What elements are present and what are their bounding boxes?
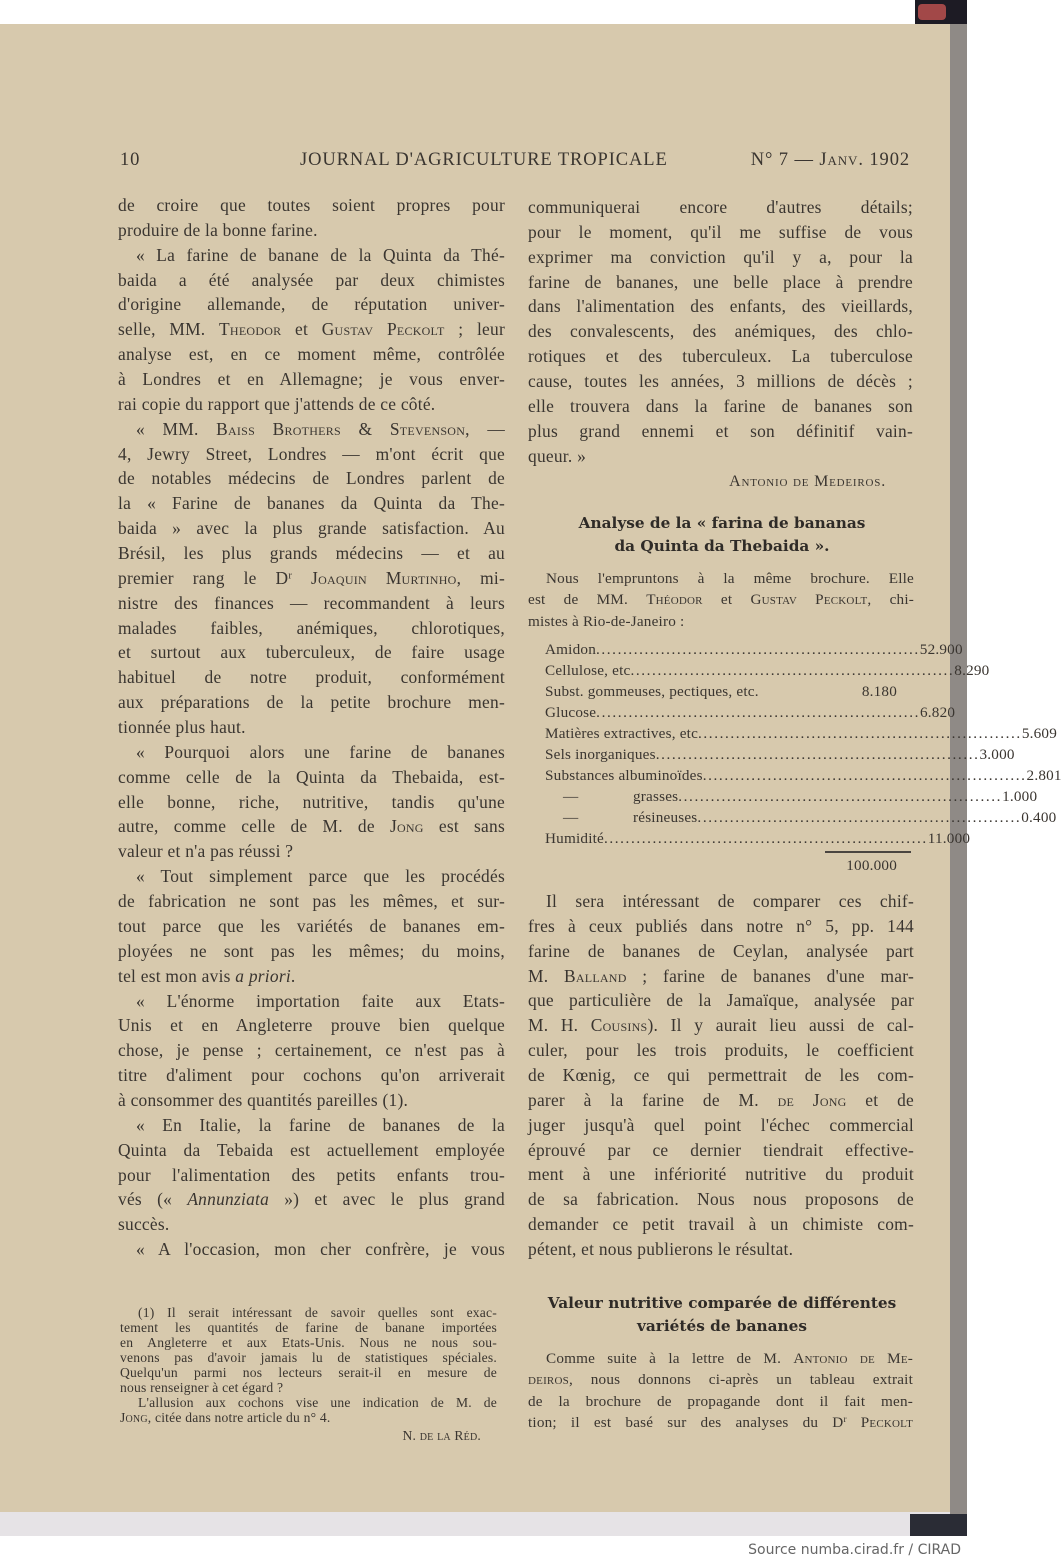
total-rule bbox=[825, 851, 911, 853]
text-segment: mistes à Rio-de-Janeiro : bbox=[528, 612, 685, 630]
row-value: 5.609 bbox=[1021, 725, 1057, 742]
text-line bbox=[118, 516, 505, 541]
text-segment: analyse est, en ce moment même, contrôlée bbox=[118, 344, 505, 365]
text-segment: farine de bananes, une belle place à prendre bbox=[528, 271, 913, 292]
text-line bbox=[118, 292, 505, 317]
text-segment: (1) Il serait intéressant de savoir quelles sont exac- bbox=[138, 1305, 497, 1320]
row-label-cell bbox=[545, 660, 954, 681]
row-label: grasses bbox=[633, 788, 679, 805]
heading-line: da Quinta da Thebaida ». bbox=[614, 537, 830, 555]
text-segment: de notables médecins de Londres parlent de bbox=[118, 468, 505, 489]
text-line bbox=[528, 1038, 914, 1063]
text-segment: à consommer des quantités pareilles (1). bbox=[118, 1089, 409, 1110]
row-label-cell bbox=[545, 807, 1021, 828]
text-line bbox=[118, 268, 505, 293]
text-segment: aux préparations de la petite brochure men- bbox=[118, 692, 505, 713]
text-segment: nistre des finances — recommandent à leurs bbox=[118, 592, 505, 613]
text-segment: de sa fabrication. Nous nous proposons de bbox=[528, 1189, 914, 1210]
text-segment: et de bbox=[846, 1089, 914, 1110]
text-line bbox=[528, 1369, 913, 1390]
text-segment: pour le moment, qu'il me suffise de vous bbox=[528, 221, 913, 242]
text-line bbox=[118, 715, 505, 740]
row-value: 3.000 bbox=[979, 746, 1015, 763]
small-caps-name: Cousins bbox=[590, 1015, 648, 1036]
text-line bbox=[528, 394, 913, 419]
table-row bbox=[545, 681, 897, 702]
text-segment: « En Italie, la farine de bananes de la bbox=[136, 1114, 505, 1135]
small-caps-name: Théodor bbox=[646, 591, 703, 609]
text-line bbox=[528, 1412, 913, 1433]
table-row bbox=[545, 765, 1062, 786]
text-line bbox=[118, 616, 505, 641]
text-segment: tel est mon avis bbox=[118, 965, 236, 986]
text-segment: à Londres et en Allemagne; je vous enver- bbox=[118, 369, 505, 390]
text-segment: Quelqu'un parmi nos lecteurs serait-il en mesure de bbox=[120, 1365, 497, 1380]
text-segment: de fabrication ne sont pas les mêmes, et sur- bbox=[118, 891, 505, 912]
text-segment: et surtout aux tuberculeux, de faire usage bbox=[118, 642, 505, 663]
text-segment: plus grand ennemi et son définitif vain- bbox=[528, 420, 913, 441]
leader-dots: ............................................................ bbox=[596, 704, 920, 721]
text-segment: la « Farine de bananes da Quinta da The- bbox=[118, 493, 505, 514]
analysis-comment bbox=[528, 889, 914, 1262]
analysis-intro bbox=[528, 568, 914, 632]
text-line bbox=[528, 419, 913, 444]
text-segment: « MM. bbox=[136, 418, 217, 439]
journal-title: JOURNAL D'AGRICULTURE TROPICALE bbox=[300, 150, 668, 170]
text-line bbox=[528, 1162, 914, 1187]
text-segment: ; farine de bananes d'une mar- bbox=[626, 965, 914, 986]
text-line bbox=[528, 1237, 914, 1262]
small-caps-name: de Jong bbox=[777, 1089, 847, 1110]
text-segment: venons pas d'avoir jamais lu de statistiques spéciales. bbox=[120, 1350, 497, 1365]
small-caps-name: deiros bbox=[528, 1371, 569, 1389]
text-segment: communiquerai encore d'autres détails; bbox=[528, 197, 913, 217]
text-line bbox=[528, 914, 914, 939]
text-segment: nous renseigner à cet égard ? bbox=[120, 1380, 284, 1395]
table-row bbox=[545, 723, 1057, 744]
valeur-paragraph bbox=[528, 1348, 913, 1433]
text-segment: d'origine allemande, de réputation univer- bbox=[118, 294, 505, 315]
text-segment: « Pourquoi alors une farine de bananes bbox=[136, 741, 505, 762]
small-caps-name: Joaquin Murtinho bbox=[311, 567, 457, 588]
text-line bbox=[118, 1038, 505, 1063]
text-line bbox=[118, 1013, 505, 1038]
row-label-cell bbox=[545, 681, 827, 702]
text-segment: premier rang le D bbox=[118, 567, 289, 588]
text-line bbox=[528, 245, 913, 270]
text-segment: produire de la bonne farine. bbox=[118, 219, 318, 240]
text-line bbox=[118, 765, 505, 790]
source-credit: Source numba.cirad.fr / CIRAD bbox=[748, 1542, 961, 1558]
footnote-signature: N. de la Réd. bbox=[402, 1428, 481, 1443]
ditto-dash: — bbox=[563, 809, 579, 826]
issue-number: N° 7 — bbox=[750, 150, 820, 170]
binding-corner bbox=[915, 0, 967, 24]
text-segment: 4, Jewry Street, Londres — m'ont écrit que bbox=[118, 443, 505, 464]
issue-date bbox=[751, 150, 910, 171]
text-segment: « Tout simplement parce que les procédés bbox=[136, 866, 505, 887]
text-line bbox=[118, 964, 505, 989]
text-line bbox=[118, 1187, 505, 1212]
row-label-cell bbox=[545, 639, 920, 660]
text-segment: des convalescents, des anémiques, des chlo- bbox=[528, 321, 913, 342]
table-row bbox=[545, 807, 1057, 828]
text-segment: éprouvé par ce dernier tiendrait effective- bbox=[528, 1139, 914, 1160]
text-line bbox=[120, 1380, 497, 1395]
text-segment: M. H. bbox=[528, 1015, 591, 1036]
text-segment: que particulière de la Jamaïque, analysée par bbox=[528, 990, 914, 1011]
text-line bbox=[118, 939, 505, 964]
text-segment: , mi- bbox=[456, 567, 505, 588]
text-line bbox=[118, 690, 505, 715]
text-line bbox=[118, 317, 505, 342]
row-label-cell bbox=[545, 744, 980, 765]
leader-dots: ............................................................ bbox=[702, 767, 1027, 784]
text-segment: juger jusqu'à quel point l'échec commercial bbox=[528, 1114, 914, 1135]
text-line bbox=[528, 294, 913, 319]
analysis-table bbox=[545, 639, 1062, 849]
letter-signature: Antonio de Medeiros. bbox=[729, 473, 886, 490]
leader-dots: ............................................................ bbox=[655, 746, 980, 763]
text-line bbox=[118, 193, 505, 218]
row-label-cell bbox=[545, 723, 1022, 744]
text-segment: ployées ne sont pas les mêmes; du moins, bbox=[118, 940, 505, 961]
text-segment: est de MM. bbox=[528, 591, 647, 609]
text-segment: & bbox=[340, 418, 390, 439]
text-segment: cause, toutes les années, 3 millions de décès ; bbox=[528, 371, 913, 392]
footnote bbox=[120, 1305, 497, 1425]
text-line bbox=[118, 1212, 505, 1237]
row-label: Glucose bbox=[545, 704, 597, 721]
small-caps-name: Balland bbox=[563, 965, 627, 986]
small-caps-name: Jong bbox=[389, 816, 424, 837]
text-line bbox=[120, 1335, 497, 1350]
row-label-cell bbox=[545, 786, 1002, 807]
text-line bbox=[528, 889, 914, 914]
text-segment: Il sera intéressant de comparer ces chif- bbox=[546, 891, 914, 911]
text-line bbox=[528, 1348, 913, 1369]
text-line bbox=[120, 1365, 497, 1380]
text-line bbox=[528, 1391, 913, 1412]
small-caps-name: Baiss Brothers bbox=[216, 418, 341, 439]
text-line bbox=[528, 1063, 914, 1088]
text-segment: rai copie du rapport que j'attends de ce côté. bbox=[118, 393, 436, 414]
row-value: 2.801 bbox=[1026, 767, 1062, 784]
text-segment: chose, je pense ; certainement, ce n'est pas à bbox=[118, 1040, 505, 1061]
text-line bbox=[118, 442, 505, 467]
binding-corner-bottom bbox=[910, 1514, 967, 1536]
text-line bbox=[118, 665, 505, 690]
text-line bbox=[118, 1237, 505, 1262]
text-segment: en Angleterre et aux Etats-Unis. Nous ne nous sou- bbox=[120, 1335, 497, 1350]
text-segment: vés (« bbox=[118, 1189, 188, 1210]
text-line bbox=[118, 839, 505, 864]
text-segment: et bbox=[281, 319, 322, 340]
ditto-dash: — bbox=[563, 788, 579, 805]
text-line bbox=[528, 589, 914, 610]
table-row bbox=[545, 786, 1038, 807]
text-line bbox=[528, 964, 914, 989]
text-line bbox=[528, 1088, 914, 1113]
text-segment: valeur et n'a pas réussi ? bbox=[118, 841, 294, 862]
row-label-cell bbox=[545, 765, 1027, 786]
leader-dots: ............................................................ bbox=[697, 809, 1022, 826]
page-edge bbox=[0, 1512, 950, 1536]
text-line bbox=[118, 392, 505, 417]
table-row bbox=[545, 660, 990, 681]
text-segment: farine de bananes de Ceylan, analysée part bbox=[528, 940, 914, 961]
small-caps-name: Stevenson bbox=[389, 418, 466, 439]
text-line bbox=[528, 611, 914, 632]
small-caps-name: Gustav Peckolt bbox=[321, 319, 445, 340]
text-segment: pétent, et nous publierons le résultat. bbox=[528, 1239, 794, 1260]
text-segment: malades faibles, anémiques, chlorotiques, bbox=[118, 617, 505, 638]
text-segment: selle, MM. bbox=[118, 319, 220, 340]
text-segment: dans l'alimentation des enfants, des vieillards, bbox=[528, 296, 913, 317]
text-line bbox=[118, 466, 505, 491]
text-line bbox=[118, 1138, 505, 1163]
row-value: 8.180 bbox=[861, 683, 897, 700]
leader-dots: ............................................................ bbox=[630, 662, 955, 679]
small-caps-name: Peckolt bbox=[860, 1413, 914, 1431]
row-label: Sels inorganiques bbox=[545, 746, 656, 763]
text-segment: culer, pour les trois produits, le coefficient bbox=[528, 1040, 914, 1061]
text-segment: de la brochure de propagande dont il fait men- bbox=[528, 1392, 913, 1410]
table-row bbox=[545, 639, 963, 660]
text-segment: fres à ceux publiés dans notre n° 5, pp. 144 bbox=[528, 915, 914, 936]
text-segment: de Kœnig, ce qui permettrait de les com- bbox=[528, 1065, 914, 1086]
small-caps-name: Antonio de Me- bbox=[793, 1350, 914, 1367]
text-line bbox=[528, 195, 913, 220]
text-line bbox=[120, 1395, 497, 1410]
text-line bbox=[528, 344, 913, 369]
row-label: résineuses bbox=[633, 809, 698, 826]
row-value: 8.290 bbox=[954, 662, 990, 679]
text-segment: L'allusion aux cochons vise une indication de M. de bbox=[138, 1395, 497, 1410]
text-segment: ») et avec le plus grand bbox=[269, 1189, 505, 1210]
superscript: r bbox=[843, 1413, 847, 1424]
row-label: Substances albuminoïdes bbox=[545, 767, 703, 784]
row-value: 1.000 bbox=[1002, 788, 1038, 805]
analysis-total: 100.000 bbox=[846, 857, 897, 874]
text-segment: comme celle de la Quinta da Thebaida, est- bbox=[118, 766, 505, 787]
page-number: 10 bbox=[120, 150, 141, 170]
text-line bbox=[118, 566, 505, 591]
text-line bbox=[120, 1410, 497, 1425]
text-segment: tement les quantités de farine de banane importées bbox=[120, 1320, 497, 1335]
text-segment: elle bonne, riche, nutritive, tandis qu'une bbox=[118, 791, 505, 812]
text-line bbox=[528, 988, 914, 1013]
text-segment: succès. bbox=[118, 1214, 170, 1235]
text-segment bbox=[847, 1414, 861, 1431]
text-line bbox=[118, 342, 505, 367]
text-line bbox=[528, 1113, 914, 1138]
text-line bbox=[528, 1187, 914, 1212]
row-label-cell bbox=[545, 828, 928, 849]
text-segment: tout parce que les variétés de bananes em- bbox=[118, 915, 505, 936]
text-segment: titre d'aliment pour cochons qu'on arriverait bbox=[118, 1065, 505, 1086]
table-row bbox=[545, 828, 971, 849]
section-heading-analyse bbox=[528, 512, 916, 558]
text-line bbox=[528, 1212, 914, 1237]
text-segment: elle trouvera dans la farine de bananes son bbox=[528, 395, 913, 416]
section-heading-valeur bbox=[528, 1292, 916, 1338]
leader-dots: ............................................................ bbox=[603, 830, 928, 847]
text-line bbox=[118, 367, 505, 392]
text-line bbox=[528, 1138, 914, 1163]
leader-dots: ............................................................ bbox=[595, 641, 920, 658]
text-segment: de croire que toutes soient propres pour bbox=[118, 195, 505, 215]
text-segment: ment à une infériorité nutritive du produit bbox=[528, 1164, 914, 1185]
heading-line: Analyse de la « farina de bananas bbox=[578, 514, 866, 532]
text-line bbox=[118, 218, 505, 243]
row-label-cell bbox=[545, 702, 920, 723]
text-segment: exprimer ma conviction qu'il y a, pour la bbox=[528, 246, 913, 267]
text-line bbox=[120, 1350, 497, 1365]
leader-dots: ............................................................ bbox=[698, 725, 1022, 742]
text-line bbox=[528, 319, 913, 344]
text-line bbox=[118, 864, 505, 889]
row-label: Cellulose, etc bbox=[545, 662, 631, 679]
text-line bbox=[118, 814, 505, 839]
text-segment: est sans bbox=[423, 816, 505, 837]
text-line bbox=[528, 220, 913, 245]
text-segment bbox=[292, 568, 311, 588]
text-segment: , — bbox=[465, 418, 505, 439]
text-segment: ). Il y aurait lieu aussi de cal- bbox=[647, 1015, 914, 1036]
small-caps-name: Jong bbox=[120, 1410, 148, 1425]
heading-line: variétés de bananes bbox=[637, 1317, 807, 1335]
text-segment: Comme suite à la lettre de M. bbox=[546, 1350, 794, 1367]
row-label: Amidon bbox=[545, 641, 596, 658]
text-line bbox=[528, 369, 913, 394]
text-line bbox=[118, 417, 505, 442]
text-line bbox=[528, 1013, 914, 1038]
text-segment: « A l'occasion, mon cher confrère, je vous bbox=[136, 1239, 505, 1260]
text-segment: pour l'alimentation des petits enfants trou- bbox=[118, 1164, 505, 1185]
text-line bbox=[118, 1113, 505, 1138]
text-line bbox=[118, 790, 505, 815]
text-line bbox=[118, 740, 505, 765]
small-caps-name: Theodor bbox=[219, 319, 282, 340]
heading-line: Valeur nutritive comparée de différentes bbox=[547, 1294, 897, 1312]
text-segment: , chi- bbox=[867, 591, 915, 609]
text-line bbox=[528, 444, 913, 469]
table-row bbox=[545, 702, 956, 723]
text-segment: Brésil, les plus grands médecins — et au bbox=[118, 543, 505, 564]
row-value: 11.000 bbox=[927, 830, 971, 847]
text-segment: demander ce petit travail à un chimiste com- bbox=[528, 1214, 914, 1235]
italic-text: a priori bbox=[235, 965, 291, 986]
text-line bbox=[118, 640, 505, 665]
text-segment: , nous donnons ci-après un tableau extrait bbox=[568, 1371, 913, 1389]
row-label: Subst. gommeuses, pectiques, etc. bbox=[545, 683, 759, 700]
text-line bbox=[118, 1088, 505, 1113]
date: Janv. 1902 bbox=[819, 150, 910, 170]
superscript: r bbox=[288, 570, 293, 582]
text-segment: et bbox=[702, 591, 751, 609]
text-segment: « L'énorme importation faite aux Etats- bbox=[136, 990, 505, 1011]
text-line bbox=[118, 1163, 505, 1188]
text-segment: « La farine de banane de la Quinta da Thé- bbox=[136, 244, 505, 265]
text-segment: rotiques et des tuberculeux. La tuberculose bbox=[528, 346, 913, 367]
text-segment: tion; il est basé sur des analyses du D bbox=[528, 1413, 844, 1431]
leader-dots: ............................................................ bbox=[678, 788, 1003, 805]
text-line bbox=[118, 541, 505, 566]
letter-continuation bbox=[528, 195, 913, 468]
text-segment: Quinta da Tebaida est actuellement employée bbox=[118, 1139, 505, 1160]
italic-text: Annunziata bbox=[187, 1189, 270, 1210]
left-column-text bbox=[118, 193, 505, 1262]
text-segment: parer à la farine de M. bbox=[528, 1089, 778, 1110]
text-line bbox=[118, 243, 505, 268]
text-line bbox=[118, 1063, 505, 1088]
text-segment: habituel de notre produit, conformément bbox=[118, 667, 505, 688]
text-segment: queur. » bbox=[528, 445, 587, 466]
text-segment: , citée dans notre article du n° 4. bbox=[147, 1410, 331, 1425]
text-segment: ; leur bbox=[444, 319, 505, 340]
text-line bbox=[120, 1305, 497, 1320]
text-line bbox=[118, 989, 505, 1014]
row-value: 52.900 bbox=[919, 641, 963, 658]
row-label: Matières extractives, etc bbox=[545, 725, 699, 742]
text-line bbox=[118, 889, 505, 914]
text-segment: baida » avec la plus grande satisfaction. Au bbox=[118, 518, 505, 539]
row-label: Humidité bbox=[545, 830, 604, 847]
text-segment: Nous l'empruntons à la même brochure. Elle bbox=[546, 570, 914, 587]
row-value: 6.820 bbox=[919, 704, 956, 721]
text-line bbox=[118, 914, 505, 939]
text-line bbox=[528, 270, 913, 295]
text-line bbox=[120, 1320, 497, 1335]
text-line bbox=[118, 591, 505, 616]
text-line bbox=[118, 491, 505, 516]
text-segment: . bbox=[290, 965, 296, 986]
text-segment: M. bbox=[528, 965, 564, 986]
table-row bbox=[545, 744, 1015, 765]
text-segment: tionnée plus haut. bbox=[118, 717, 246, 738]
text-segment: Unis et en Angleterre prouve bien quelque bbox=[118, 1015, 505, 1036]
text-line bbox=[528, 568, 914, 589]
text-segment: baida a été analysée par deux chimistes bbox=[118, 269, 505, 290]
small-caps-name: Gustav Peckolt bbox=[750, 591, 868, 609]
row-value: 0.400 bbox=[1021, 809, 1057, 826]
text-line bbox=[528, 939, 914, 964]
text-segment: autre, comme celle de M. de bbox=[118, 816, 390, 837]
